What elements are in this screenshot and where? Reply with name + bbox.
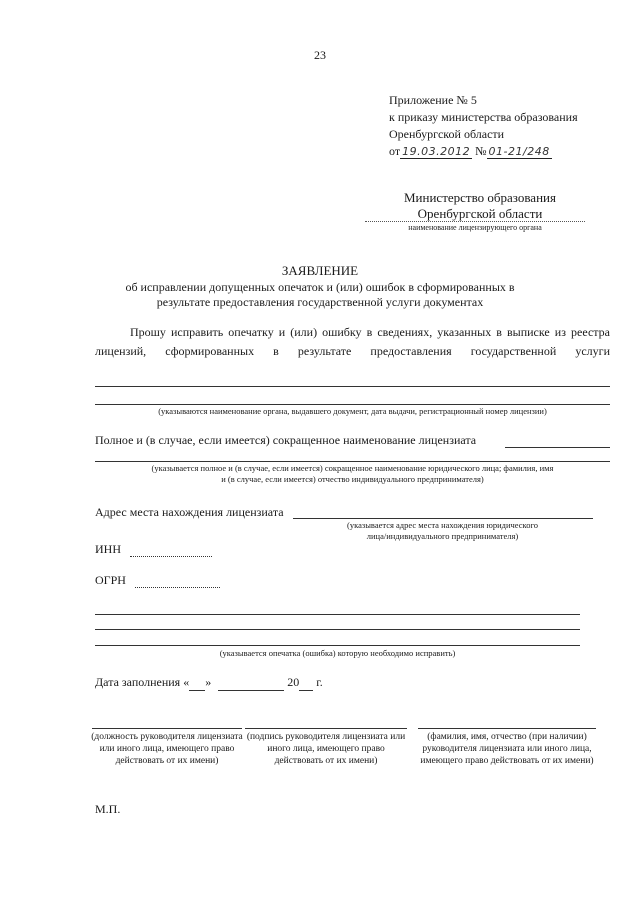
date-filled-line — [95, 675, 323, 691]
document-title: ЗАЯВЛЕНИЕ — [281, 263, 359, 278]
ogrn-label: ОГРН — [95, 573, 126, 587]
year-field[interactable] — [299, 675, 313, 691]
date-label: Дата заполнения « — [95, 675, 190, 689]
error-caption: (указывается опечатка (ошибка) которую необходимо исправить) — [219, 648, 456, 658]
day-field[interactable] — [189, 675, 205, 691]
error-field-3[interactable] — [95, 645, 580, 646]
position-caption: (должность руководителя лицензиата или иного лица, имеющего право действовать от их имени) — [91, 732, 243, 766]
handwritten-date: 19.03.2012 — [402, 145, 471, 158]
appendix-title: Приложение № 5 — [389, 93, 477, 107]
address-field[interactable] — [293, 518, 593, 519]
ministry-caption: наименование лицензирующего органа — [408, 223, 542, 232]
document-subtitle: об исправлении допущенных опечаток и (или) ошибок в сформированных в результате предоставления государственной услуги документах — [125, 280, 515, 309]
licensee-name-field[interactable] — [505, 447, 610, 448]
licensee-name-field-2[interactable] — [95, 461, 610, 462]
address-caption-2: лица/индивидуального предпринимателя) — [366, 531, 519, 541]
document-info-field-1[interactable] — [95, 386, 610, 387]
date-mid: » — [205, 675, 212, 689]
address-label: Адрес места нахождения лицензиата — [95, 505, 284, 519]
ogrn-field[interactable] — [135, 587, 220, 588]
licensee-name-caption-1: (указывается полное и (в случае, если имеется) сокращенное наименование юридического лица; фамилия, имя — [151, 463, 554, 473]
ministry-name — [385, 190, 575, 222]
stamp-place: М.П. — [95, 802, 121, 816]
intro-text: Прошу исправить опечатку и (или) ошибку в сведениях, указанных в выписке из реестра лицензий, сформированных в результате предоставления государственной услуги — [95, 325, 610, 358]
handwritten-number: 01-21/248 — [488, 145, 550, 158]
ministry-underline — [365, 221, 585, 222]
signature-field[interactable] — [245, 728, 407, 729]
month-field[interactable] — [218, 675, 284, 691]
ministry-line1: Министерство образования — [404, 190, 556, 205]
document-info-field-2[interactable] — [95, 404, 610, 405]
document-info-caption: (указываются наименование органа, выдавшего документ, дата выдачи, регистрационный номер лицензии) — [158, 406, 547, 416]
licensee-name-label: Полное и (в случае, если имеется) сокращенное наименование лицензиата — [95, 433, 477, 447]
appendix-region: Оренбургской области — [389, 127, 505, 141]
inn-field[interactable] — [130, 556, 212, 557]
year-prefix: 20 — [287, 675, 300, 689]
date-prefix: от — [389, 144, 401, 158]
ministry-line2: Оренбургской области — [417, 206, 543, 221]
appendix-block — [389, 92, 619, 160]
signature-caption: (подпись руководителя лицензиата или иного лица, имеющего право действовать от их имени) — [246, 732, 406, 766]
error-field-2[interactable] — [95, 629, 580, 630]
error-field-1[interactable] — [95, 614, 580, 615]
appendix-order: к приказу министерства образования — [389, 110, 578, 124]
appendix-date-line — [389, 143, 619, 160]
intro-paragraph — [95, 323, 610, 361]
date-suffix: г. — [316, 675, 323, 689]
number-prefix: № — [475, 144, 487, 158]
address-caption-1: (указывается адрес места нахождения юридического — [347, 520, 538, 530]
full-name-caption: (фамилия, имя, отчество (при наличии) руководителя лицензиата или иного лица, имеющего право действовать от их имени) — [420, 732, 594, 766]
page-number: 23 — [314, 48, 326, 62]
position-field[interactable] — [92, 728, 242, 729]
inn-label: ИНН — [95, 542, 121, 556]
full-name-field[interactable] — [418, 728, 596, 729]
licensee-name-caption-2: и (в случае, если имеется) отчество индивидуального предпринимателя) — [221, 474, 484, 484]
